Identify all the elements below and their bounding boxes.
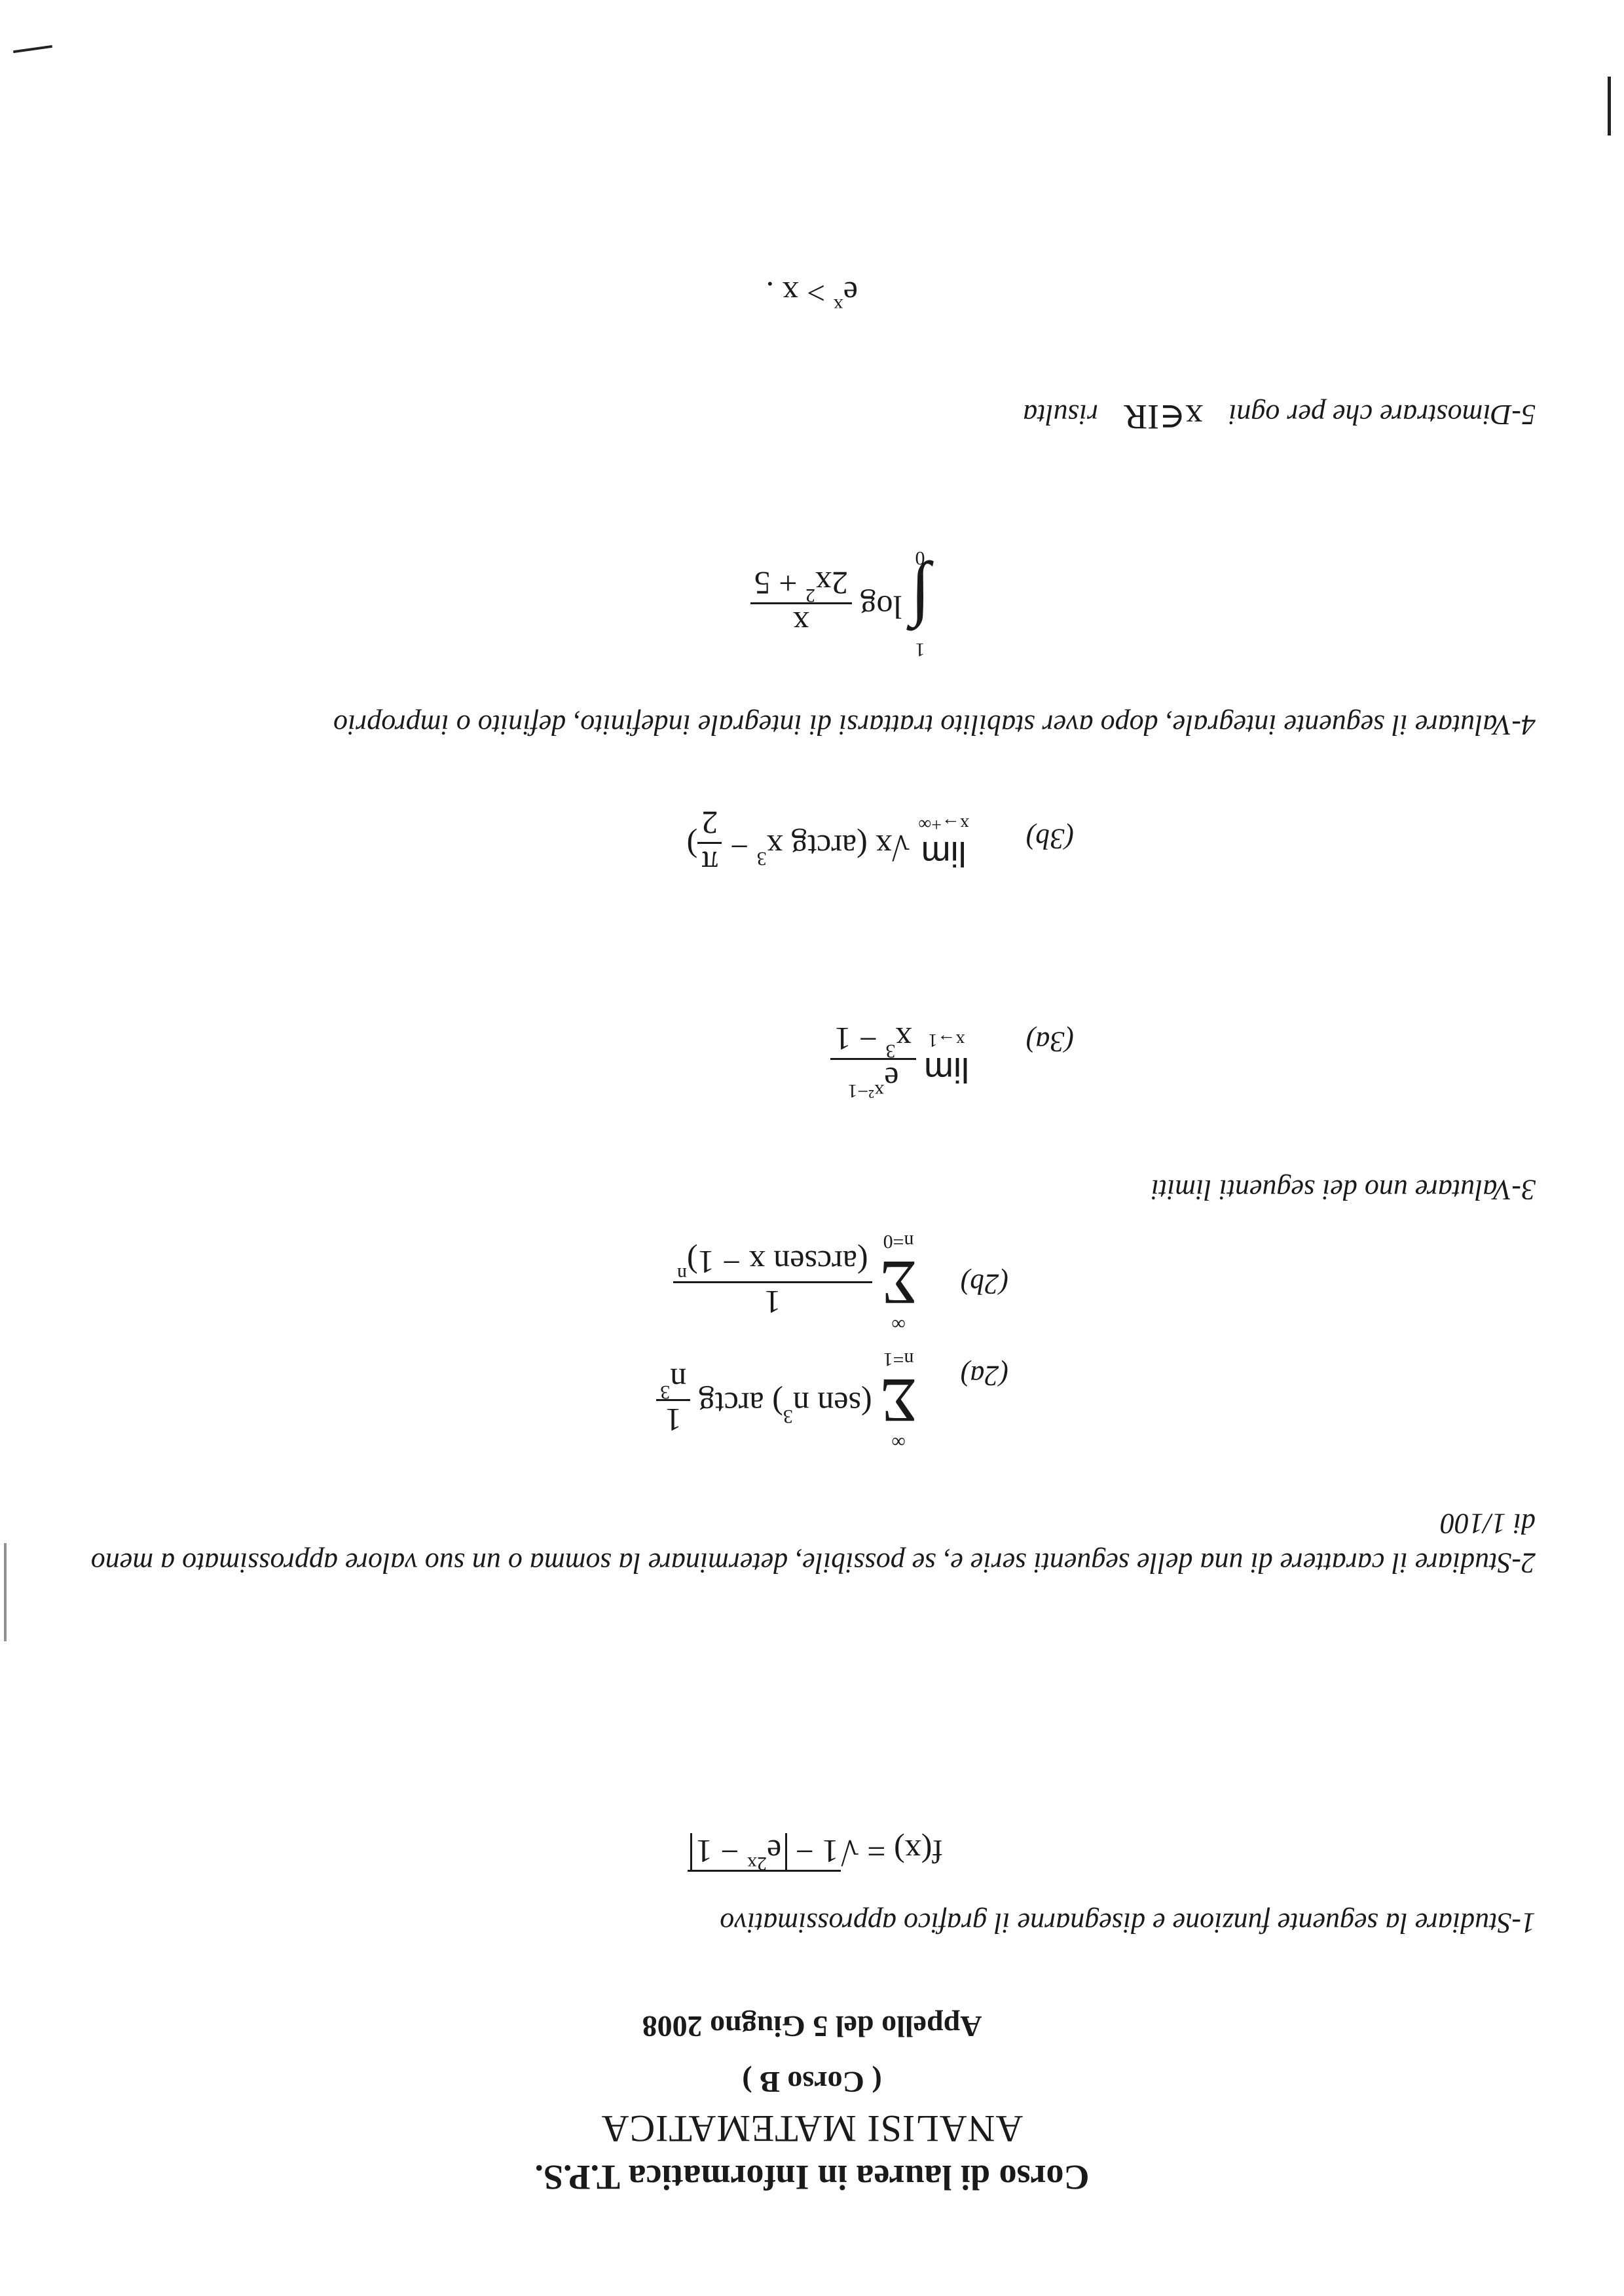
function-sqrt <box>688 1833 841 1872</box>
integral-den <box>750 565 852 605</box>
series-a-frac-den-exp: 3 <box>660 1381 671 1404</box>
series-a-frac-den <box>656 1362 690 1402</box>
question-5-inequality <box>766 274 858 316</box>
limit-a-den <box>830 1020 915 1060</box>
course-section: ( Corso B ) <box>742 2066 882 2099</box>
limit-b <box>687 804 969 882</box>
integral-den-base: 2x <box>815 565 848 602</box>
limit-a-num-base: e <box>884 1061 899 1097</box>
question-3-text: 3-Valutare uno dei seguenti limiti <box>1151 1174 1536 1206</box>
series-a-lower: n=1 <box>883 1349 914 1370</box>
ineq-base: e <box>843 275 858 312</box>
course-title: Corso di laurea in Informatica T.P.S. <box>534 2158 1090 2197</box>
integral <box>750 548 930 659</box>
limit-a-approach: x→1 <box>928 1030 965 1051</box>
series-a-sigma <box>880 1349 917 1451</box>
integral-num: x <box>792 605 809 642</box>
series-a-label: (2a) <box>960 1360 1008 1392</box>
question-5-line <box>69 395 1536 437</box>
integral-log: log <box>860 589 902 626</box>
limit-b-body-exp: 3 <box>756 848 767 870</box>
series-b-sigma <box>880 1231 917 1334</box>
series-a-upper: ∞ <box>891 1431 906 1453</box>
question-1-text: 1-Studiare la seguente funzione e disegnarne il grafico approssimativo <box>720 1907 1536 1939</box>
integral-fraction <box>750 565 852 643</box>
series-a <box>656 1349 917 1451</box>
series-b <box>673 1231 917 1334</box>
sigma-symbol: Σ <box>880 1366 917 1436</box>
limit-b-label: (3b) <box>1025 823 1074 855</box>
series-a-frac-num: 1 <box>665 1402 682 1439</box>
series-a-body-tail: ) arctg <box>698 1385 783 1423</box>
integral-lower: 0 <box>915 547 925 569</box>
limit-a-fraction <box>830 1020 915 1102</box>
integral-op <box>910 548 930 659</box>
limit-b-close: ) <box>686 828 698 866</box>
scan-mark <box>1608 77 1611 136</box>
limit-a-num <box>830 1060 915 1102</box>
series-b-lower: n=0 <box>883 1231 914 1252</box>
subject-title: ANALISI MATEMATICA <box>600 2107 1024 2150</box>
function-abs-base: e <box>767 1833 782 1870</box>
question-1-function <box>688 1832 943 1874</box>
limit-a-den-tail: − 1 <box>834 1021 886 1057</box>
integral-upper: 1 <box>915 639 925 661</box>
sigma-symbol: Σ <box>880 1248 917 1318</box>
limit-b-approach: x→+∞ <box>918 814 969 835</box>
ineq-exp: x <box>833 295 843 316</box>
limit-a-den-exp: 3 <box>885 1040 896 1062</box>
question-4-text: 4-Valutare il seguente integrale, dopo aver stabilito trattarsi di integrale indefinito, definito o improprio <box>333 709 1536 741</box>
limit-b-word: lim <box>921 833 967 873</box>
function-abs-tail: − 1 <box>695 1833 747 1870</box>
integral-den-exp: 2 <box>805 585 815 607</box>
limit-a-op <box>924 1029 969 1088</box>
limit-b-two: 2 <box>697 804 722 844</box>
series-a-frac-den-base: n <box>670 1362 687 1399</box>
limit-b-pi: π <box>701 845 718 881</box>
limit-a-num-exp: x²−1 <box>847 1080 885 1102</box>
integral-den-tail: + 5 <box>754 565 805 602</box>
function-lhs: f(x) = √ <box>841 1833 943 1870</box>
question-5-set: x∈IR <box>1124 397 1204 437</box>
integral-symbol: ∫ <box>910 564 930 644</box>
limit-a-den-base: x <box>895 1021 912 1057</box>
limit-b-op <box>918 813 969 872</box>
series-a-body-exp: 3 <box>783 1405 793 1427</box>
exam-date: Appello del 5 Giugno 2008 <box>642 2010 982 2043</box>
series-b-frac-num: 1 <box>764 1284 781 1321</box>
series-a-body: (sen n <box>792 1385 872 1423</box>
question-5-text-a: 5-Dimostrare che per ogni <box>1228 399 1536 431</box>
scan-mark <box>13 45 52 53</box>
series-b-frac-den-base: (arcsen x − 1) <box>686 1244 868 1281</box>
series-b-fraction <box>673 1244 872 1322</box>
limit-b-body-tail: − <box>722 828 757 866</box>
function-one: 1 − <box>795 1833 839 1870</box>
series-b-frac-den <box>673 1244 872 1284</box>
function-abs <box>690 1833 787 1874</box>
question-2-text: 2-Studiare il carattere di una delle seguenti serie e, se possibile, determinare la somma o un suo valore approssimato a meno di 1/100 <box>90 1508 1536 1579</box>
question-5-text-b: risulta <box>1023 399 1099 431</box>
limit-a-word: lim <box>924 1049 969 1089</box>
ineq-tail: > x . <box>766 275 834 312</box>
limit-a <box>830 1020 969 1102</box>
series-a-fraction <box>656 1362 690 1440</box>
limit-b-pi-fraction <box>697 804 722 882</box>
series-b-upper: ∞ <box>891 1313 906 1335</box>
series-b-frac-den-exp: n <box>676 1264 687 1286</box>
series-b-label: (2b) <box>960 1268 1008 1300</box>
scan-mark <box>4 1543 7 1641</box>
function-abs-exp: 2x <box>747 1853 767 1874</box>
limit-b-body: √x (arctg x <box>766 828 910 866</box>
limit-a-label: (3a) <box>1025 1026 1074 1058</box>
